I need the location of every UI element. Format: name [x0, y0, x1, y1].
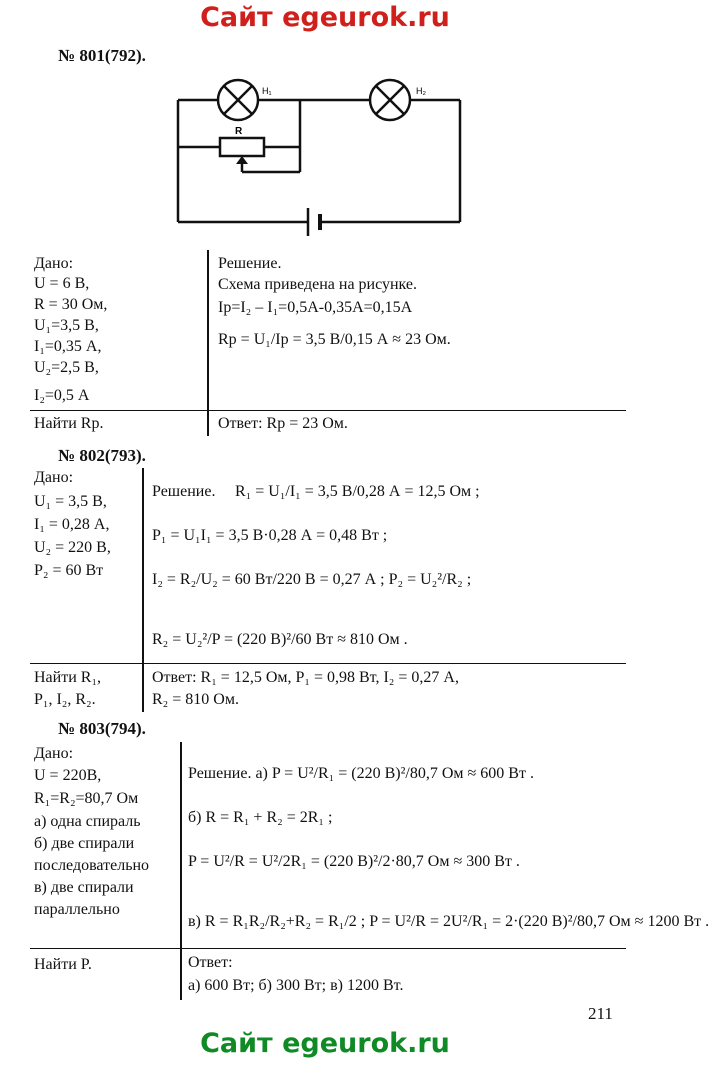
lamp2-label: H₂ — [416, 86, 426, 96]
eq-b2-803: P = U²/R = U²/2R₁ = (220 В)²/2·80,7 Ом ≈ 300 Вт . — [188, 853, 520, 870]
given-801-0: U = 6 В, — [34, 275, 90, 292]
solution-title-802: Решение. — [152, 483, 216, 500]
site-header[interactable]: Сайт egeurok.ru — [200, 2, 450, 33]
problem-802-number: № 802(793). — [58, 446, 146, 465]
eq2-801: Rр = U₁/Iр = 3,5 В/0,15 А ≈ 23 Ом. — [218, 331, 451, 348]
answer-802-0: Ответ: R₁ = 12,5 Ом, P₁ = 0,98 Вт, I₂ = 0,27 А, — [152, 669, 459, 686]
find-802-1: P₁, I₂, R₂. — [34, 691, 96, 708]
solution-title-801: Решение. — [218, 255, 282, 272]
given-title-802: Дано: — [34, 469, 74, 486]
given-title-801: Дано: — [34, 255, 74, 272]
given-803-4: последовательно — [34, 857, 150, 874]
eq-a-803: Решение. а) P = U²/R₁ = (220 В)²/80,7 Ом ≈ 600 Вт . — [188, 765, 534, 782]
given-title-803: Дано: — [34, 745, 74, 762]
given-803-2: а) одна спираль — [34, 813, 141, 830]
given-802-2: U₂ = 220 В, — [34, 539, 111, 556]
find-802-0: Найти R₁, — [34, 669, 102, 686]
site-footer[interactable]: Сайт egeurok.ru — [200, 1028, 450, 1059]
answer-801: Ответ: Rр = 23 Ом. — [218, 415, 348, 432]
eq-b1-803: б) R = R₁ + R₂ = 2R₁ ; — [188, 809, 333, 826]
given-803-5: в) две спирали — [34, 879, 134, 896]
find-801: Найти Rр. — [34, 415, 104, 432]
given-801-1: R = 30 Ом, — [34, 296, 108, 313]
given-803-6: параллельно — [34, 901, 120, 918]
problem-803-number: № 803(794). — [58, 719, 146, 738]
page-number: 211 — [588, 1004, 613, 1023]
given-803-3: б) две спирали — [34, 835, 135, 852]
resistor-label: R — [235, 126, 243, 137]
given-801-3: I₁=0,35 А, — [34, 338, 102, 355]
eq3-802: I₂ = R₂/U₂ = 60 Вт/220 В = 0,27 А ; P₂ = U₂²/R₂ ; — [152, 571, 472, 588]
given-803-0: U = 220В, — [34, 767, 102, 784]
answer-802-1: R₂ = 810 Ом. — [152, 691, 239, 708]
given-801-5: I₂=0,5 А — [34, 387, 90, 404]
given-802-1: I₁ = 0,28 А, — [34, 516, 110, 533]
lamp1-label: H₁ — [262, 86, 272, 96]
answer-803: а) 600 Вт; б) 300 Вт; в) 1200 Вт. — [188, 977, 404, 994]
eq2-802: P₁ = U₁I₁ = 3,5 В·0,28 А = 0,48 Вт ; — [152, 527, 388, 544]
solution-text-801: Схема приведена на рисунке. — [218, 276, 418, 293]
problem-801-number: № 801(792). — [58, 46, 146, 65]
eq4-802: R₂ = U₂²/P = (220 В)²/60 Вт ≈ 810 Ом . — [152, 631, 408, 648]
eq-c-803: в) R = R₁R₂/R₂+R₂ = R₁/2 ; P = U²/R = 2U²/R₁ = 2·(220 В)²/80,7 Ом ≈ 1200 Вт . — [188, 913, 709, 930]
answer-title-803: Ответ: — [188, 954, 233, 971]
circuit-diagram — [170, 72, 470, 242]
given-802-3: P₂ = 60 Вт — [34, 562, 104, 579]
given-802-0: U₁ = 3,5 В, — [34, 493, 107, 510]
find-803: Найти P. — [34, 956, 92, 973]
given-801-2: U₁=3,5 В, — [34, 317, 99, 334]
eq1-802: R₁ = U₁/I₁ = 3,5 В/0,28 А = 12,5 Ом ; — [235, 483, 480, 500]
eq1-801: Iр=I₂ – I₁=0,5А-0,35А=0,15А — [218, 299, 413, 316]
given-801-4: U₂=2,5 В, — [34, 359, 99, 376]
given-803-1: R₁=R₂=80,7 Ом — [34, 790, 139, 807]
